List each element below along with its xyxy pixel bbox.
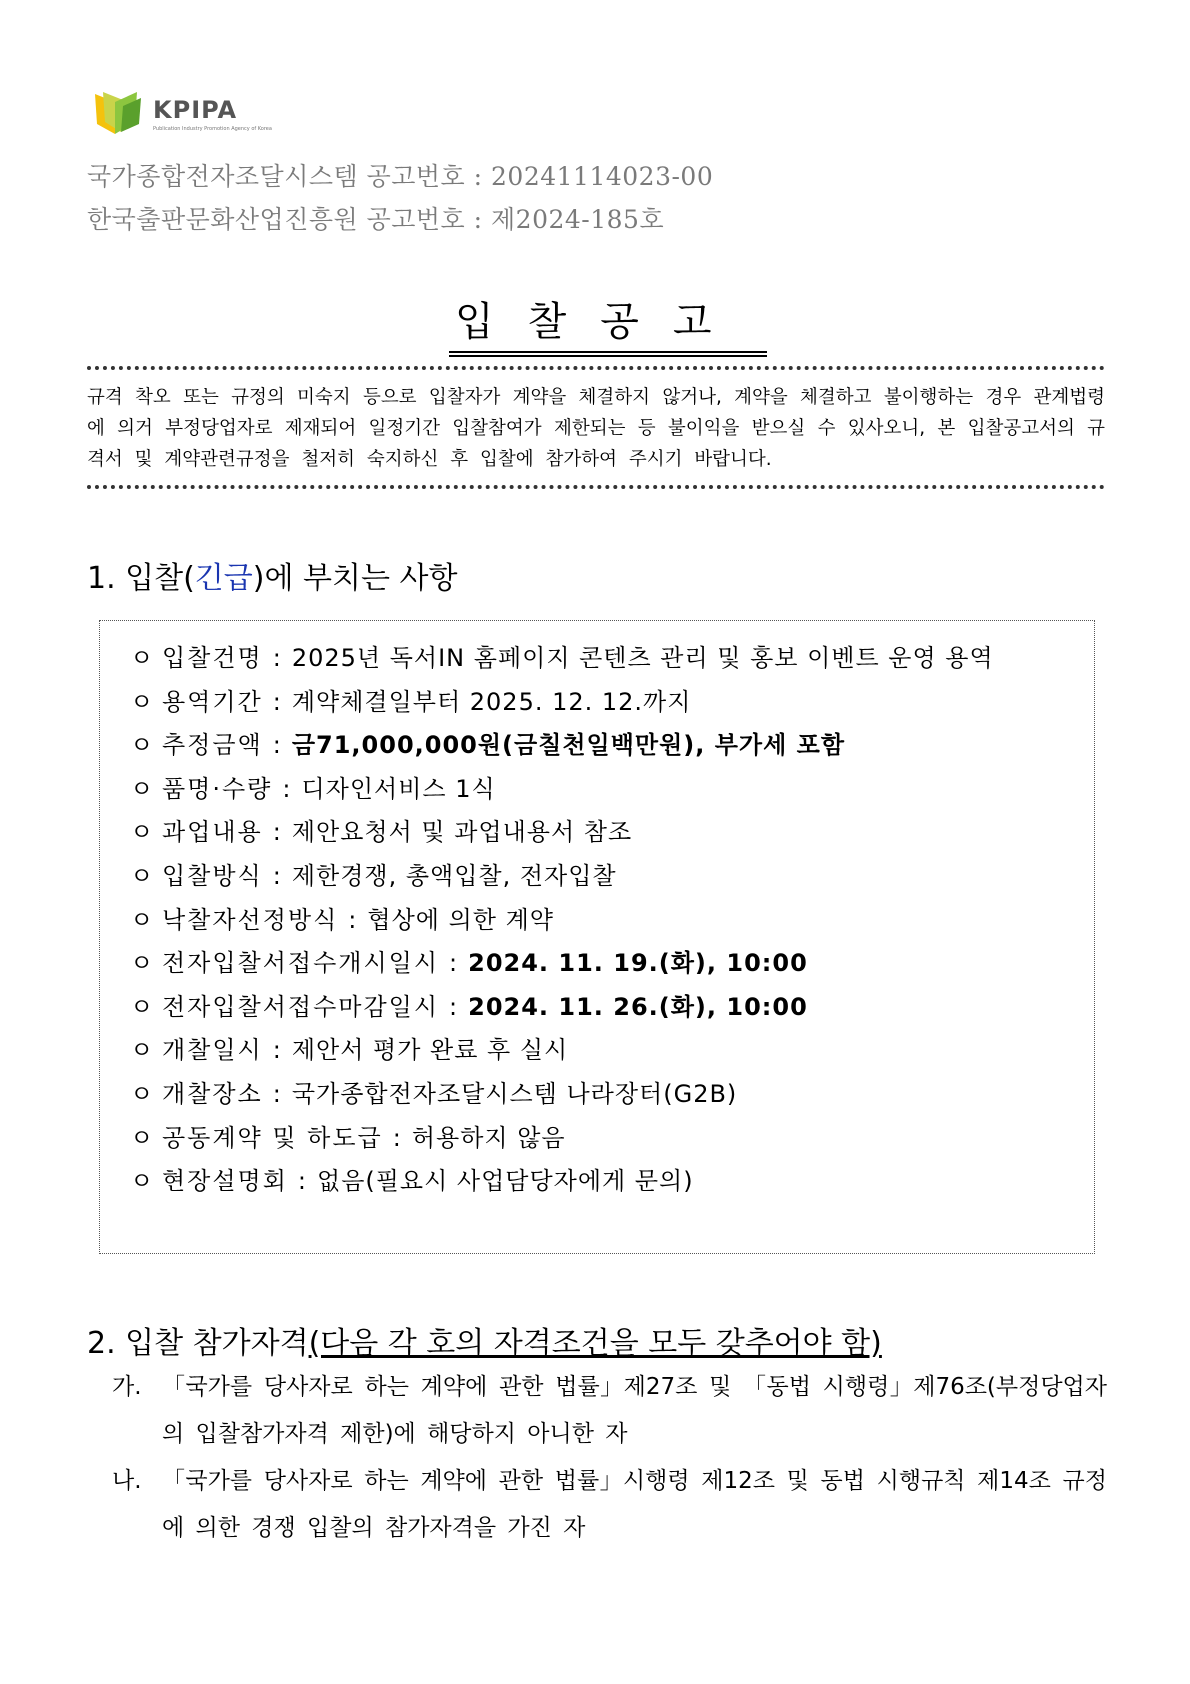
bid-detail-key: 현장설명회 bbox=[162, 1167, 288, 1196]
warning-notice: 규격 착오 또는 규정의 미숙지 등으로 입찰자가 계약을 체결하지 않거나, 계약을 체결하고 불이행하는 경우 관계법령에 의거 부정당업자로 제재되어 일정기간 입찰참여가 제한되는 등 불이익을 받으실 수 있사오니, 본 입찰공고서의 규격서 및 계약관련규정을 철저히 숙지하신 후 입찰에 참가하여 주시기 바랍니다. bbox=[87, 387, 1105, 470]
section-1-heading bbox=[87, 553, 457, 597]
bullet-icon: ㅇ bbox=[130, 1167, 155, 1196]
bid-detail-item bbox=[130, 1030, 568, 1065]
logo-text: KPIPA bbox=[153, 96, 238, 124]
bid-detail-value: 제안서 평가 완료 후 실시 bbox=[291, 1036, 569, 1065]
bid-detail-item bbox=[130, 1161, 694, 1196]
bullet-icon: ㅇ bbox=[130, 644, 155, 672]
bullet-icon: ㅇ bbox=[130, 1080, 155, 1108]
qualification-label: 가. bbox=[112, 1374, 142, 1400]
bullet-icon: ㅇ bbox=[130, 1036, 155, 1065]
bid-detail-value: 제안요청서 및 과업내용서 참조 bbox=[291, 818, 633, 847]
bid-detail-key: 품명·수량 bbox=[162, 774, 273, 803]
star-divider-top bbox=[87, 366, 1105, 370]
kpipa-logo bbox=[93, 90, 333, 140]
qualification-item bbox=[112, 1458, 1107, 1552]
key-value-separator: : bbox=[297, 1167, 308, 1196]
qualification-text: 「국가를 당사자로 하는 계약에 관한 법률」제27조 및 「동법 시행령」제76조(부정당업자의 입찰참가자격 제한)에 해당하지 아니한 자 bbox=[162, 1374, 1107, 1447]
logo-subtitle: Publication Industry Promotion Agency of Korea bbox=[153, 126, 272, 132]
bullet-icon: ㅇ bbox=[130, 1123, 155, 1152]
key-value-separator: : bbox=[272, 818, 282, 847]
bid-detail-key: 입찰건명 bbox=[162, 644, 263, 672]
bullet-icon: ㅇ bbox=[130, 818, 155, 847]
document-title bbox=[449, 290, 767, 357]
bid-detail-item bbox=[130, 900, 554, 935]
key-value-separator: : bbox=[272, 687, 282, 716]
bid-detail-item bbox=[130, 1118, 566, 1153]
bid-detail-item bbox=[130, 987, 808, 1022]
qualification-label: 나. bbox=[112, 1468, 142, 1494]
bid-detail-value: 국가종합전자조달시스템 나라장터(G2B) bbox=[291, 1080, 738, 1108]
bid-detail-item bbox=[130, 943, 808, 978]
kpipa-notice-number: 한국출판문화산업진흥원 공고번호 : 제2024-185호 bbox=[87, 205, 665, 234]
bid-detail-key: 개찰일시 bbox=[162, 1036, 263, 1065]
bid-detail-value: 2024. 11. 19.(화), 10:00 bbox=[468, 949, 808, 978]
key-value-separator: : bbox=[272, 731, 282, 760]
section-1-heading-suffix: )에 부치는 사항 bbox=[252, 561, 458, 596]
bullet-icon: ㅇ bbox=[130, 862, 155, 890]
bid-detail-item bbox=[130, 1074, 737, 1109]
key-value-separator: : bbox=[272, 644, 282, 672]
bid-detail-key: 과업내용 bbox=[162, 818, 263, 847]
bid-detail-key: 공동계약 및 하도급 bbox=[162, 1123, 383, 1152]
bid-detail-value: 2025년 독서IN 홈페이지 콘텐츠 관리 및 홍보 이벤트 운영 용역 bbox=[291, 644, 994, 672]
key-value-separator: : bbox=[449, 992, 459, 1021]
star-divider-bottom bbox=[87, 485, 1105, 489]
book-logo-icon bbox=[93, 90, 149, 136]
bid-detail-value: 디자인서비스 1식 bbox=[301, 774, 496, 803]
bid-detail-key: 추정금액 bbox=[162, 731, 263, 760]
bullet-icon: ㅇ bbox=[130, 687, 155, 716]
bid-detail-value: 허용하지 않음 bbox=[411, 1123, 566, 1152]
title-text: 입찰공고 bbox=[455, 299, 746, 345]
bid-detail-item bbox=[130, 812, 632, 847]
key-value-separator: : bbox=[272, 862, 282, 890]
key-value-separator: : bbox=[282, 774, 292, 803]
bid-detail-item bbox=[130, 638, 994, 673]
title-double-underline bbox=[449, 351, 767, 357]
bullet-icon: ㅇ bbox=[130, 905, 155, 934]
bid-detail-item bbox=[130, 769, 496, 804]
bid-detail-key: 개찰장소 bbox=[162, 1080, 263, 1108]
bid-detail-item bbox=[130, 682, 691, 717]
section-2-heading-prefix: 2. 입찰 참가자격 bbox=[87, 1326, 309, 1361]
bid-detail-item bbox=[130, 725, 845, 760]
key-value-separator: : bbox=[392, 1123, 402, 1152]
bullet-icon: ㅇ bbox=[130, 731, 155, 760]
section-2-heading-condition: (다음 각 호의 자격조건을 모두 갖추어야 함) bbox=[308, 1326, 882, 1361]
urgent-label: 긴급 bbox=[194, 561, 253, 596]
key-value-separator: : bbox=[272, 1036, 282, 1065]
bid-detail-value: 없음(필요시 사업담당자에게 문의) bbox=[317, 1167, 694, 1196]
qualification-text: 「국가를 당사자로 하는 계약에 관한 법률」시행령 제12조 및 동법 시행규칙 제14조 규정에 의한 경쟁 입찰의 참가자격을 가진 자 bbox=[162, 1468, 1107, 1541]
key-value-separator: : bbox=[449, 949, 459, 978]
key-value-separator: : bbox=[348, 905, 358, 934]
bid-detail-key: 전자입찰서접수마감일시 bbox=[162, 992, 440, 1021]
key-value-separator: : bbox=[272, 1080, 282, 1108]
qualification-item bbox=[112, 1364, 1107, 1458]
section-2-heading bbox=[87, 1318, 882, 1362]
bid-detail-value: 협상에 의한 계약 bbox=[367, 905, 554, 934]
bid-detail-key: 용역기간 bbox=[162, 687, 263, 716]
bid-detail-value: 제한경쟁, 총액입찰, 전자입찰 bbox=[291, 862, 617, 890]
bid-detail-value: 금71,000,000원(금칠천일백만원), 부가세 포함 bbox=[291, 731, 846, 760]
bullet-icon: ㅇ bbox=[130, 949, 155, 978]
bid-detail-key: 전자입찰서접수개시일시 bbox=[162, 949, 440, 978]
bullet-icon: ㅇ bbox=[130, 992, 155, 1021]
section-1-heading-prefix: 1. 입찰( bbox=[87, 561, 195, 596]
bid-detail-value: 2024. 11. 26.(화), 10:00 bbox=[468, 992, 808, 1021]
bid-detail-key: 낙찰자선정방식 bbox=[162, 905, 339, 934]
bid-detail-value: 계약체결일부터 2025. 12. 12.까지 bbox=[291, 687, 692, 716]
g2b-notice-number: 국가종합전자조달시스템 공고번호 : 20241114023-00 bbox=[87, 162, 714, 191]
bullet-icon: ㅇ bbox=[130, 774, 155, 803]
bid-detail-key: 입찰방식 bbox=[162, 862, 263, 890]
bid-detail-item bbox=[130, 856, 617, 891]
